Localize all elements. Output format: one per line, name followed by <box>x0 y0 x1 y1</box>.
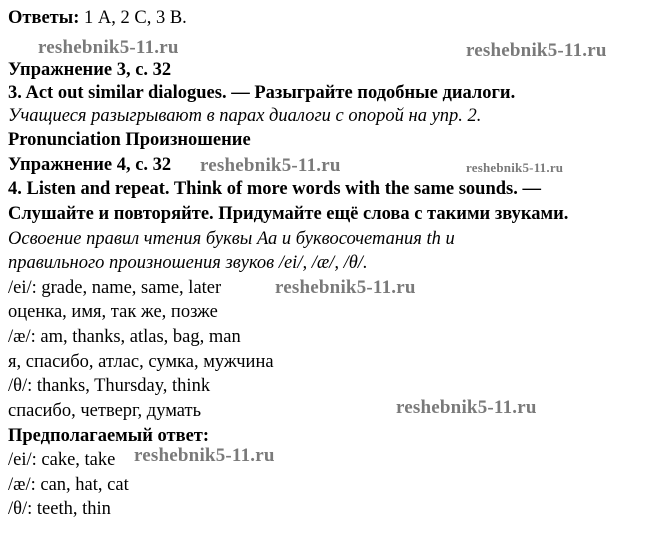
ei-translation: оценка, имя, так же, позже <box>8 302 218 322</box>
th-translation: спасибо, четверг, думать <box>8 401 202 421</box>
watermark: reshebnik5-11.ru <box>466 160 564 175</box>
watermark: reshebnik5-11.ru <box>200 155 341 176</box>
exercise-3-heading: Упражнение 3, с. 32 <box>8 60 172 80</box>
answers-text: 1 А, 2 С, 3 В. <box>79 8 187 28</box>
exercise-4-note-line-1: Освоение правил чтения буквы Аа и буквосочетания th и <box>8 229 455 249</box>
watermark: reshebnik5-11.ru <box>134 445 275 466</box>
proposed-th: /θ/: teeth, thin <box>8 499 111 519</box>
th-words: /θ/: thanks, Thursday, think <box>8 376 211 396</box>
watermark: reshebnik5-11.ru <box>466 40 607 61</box>
ae-words: /æ/: am, thanks, atlas, bag, man <box>8 327 241 347</box>
watermark: reshebnik5-11.ru <box>38 37 179 58</box>
exercise-3-note: Учащиеся разыгрывают в парах диалоги с опорой на упр. 2. <box>8 106 482 126</box>
ae-translation: я, спасибо, атлас, сумка, мужчина <box>8 352 274 372</box>
proposed-answer-heading: Предполагаемый ответ: <box>8 426 210 446</box>
ei-words: /ei/: grade, name, same, later <box>8 278 222 298</box>
answers-label: Ответы: <box>8 8 80 28</box>
pronunciation-heading: Pronunciation Произношение <box>8 130 251 150</box>
exercise-4-heading: Упражнение 4, с. 32 <box>8 155 172 175</box>
exercise-3-task: 3. Act out similar dialogues. — Разыграйте подобные диалоги. <box>8 83 516 103</box>
exercise-4-task-line-2: Слушайте и повторяйте. Придумайте ещё слова с такими звуками. <box>8 204 569 224</box>
exercise-4-note-line-2: правильного произношения звуков /ei/, /æ/, /θ/. <box>8 253 368 273</box>
exercise-4-task-line-1: 4. Listen and repeat. Think of more words with the same sounds. — <box>8 179 541 199</box>
watermark: reshebnik5-11.ru <box>275 277 416 298</box>
watermark: reshebnik5-11.ru <box>396 397 537 418</box>
answers-line <box>8 6 187 30</box>
proposed-ae: /æ/: can, hat, cat <box>8 475 129 495</box>
proposed-ei: /ei/: cake, take <box>8 450 116 470</box>
